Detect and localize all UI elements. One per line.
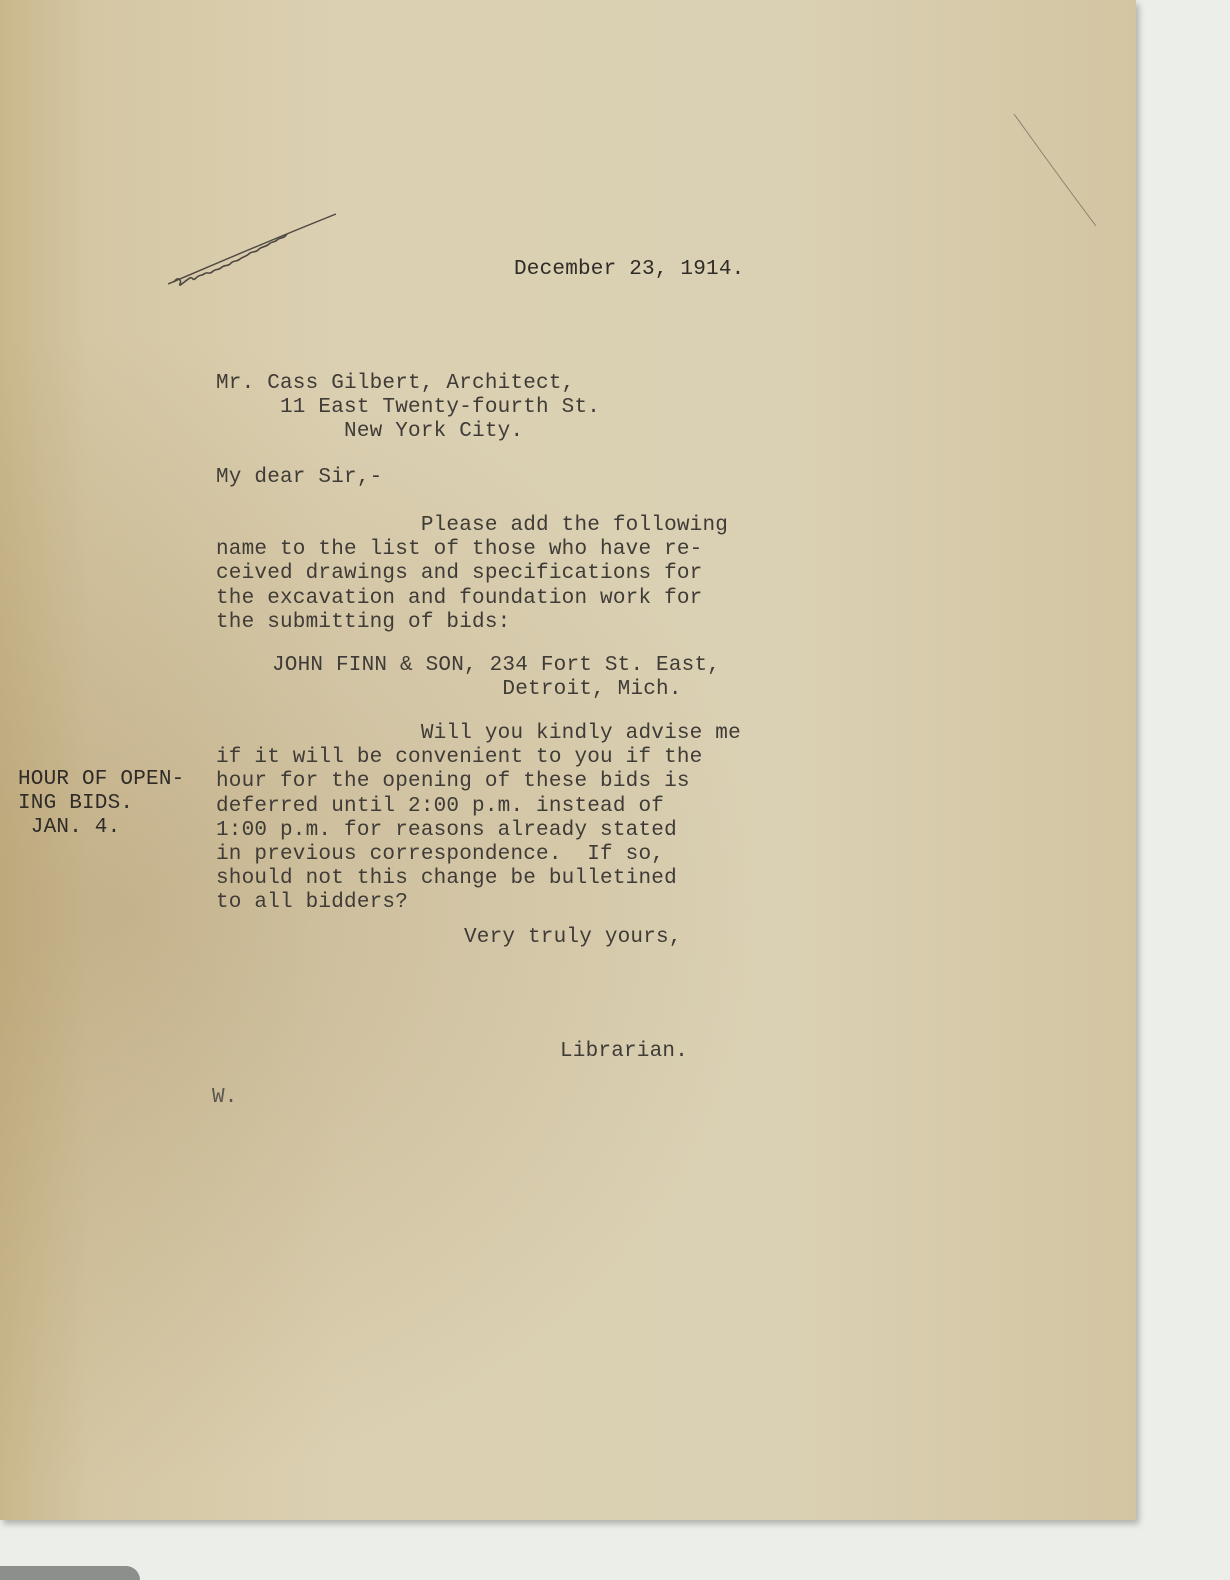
paragraph-line: the excavation and foundation work for (216, 586, 703, 610)
margin-note (18, 768, 184, 841)
signature-title: Librarian. (560, 1040, 689, 1063)
addressee-line: 11 East Twenty-fourth St. (216, 396, 601, 420)
handwritten-filing-mark (166, 206, 342, 296)
paper-crease-mark (1010, 110, 1100, 230)
paragraph-line: deferred until 2:00 p.m. instead of (216, 794, 665, 818)
letter-date: December 23, 1914. (514, 258, 745, 281)
addressee-line: Mr. Cass Gilbert, Architect, (216, 372, 575, 395)
body-paragraph-1 (216, 514, 728, 635)
paragraph-line: name to the list of those who have re- (216, 538, 703, 562)
firm-address (272, 654, 720, 702)
paragraph-line: in previous correspondence. If so, (216, 843, 665, 867)
firm-line: Detroit, Mich. (272, 678, 682, 702)
paragraph-line: should not this change be bulletined (216, 867, 677, 891)
paragraph-line: 1:00 p.m. for reasons already stated (216, 818, 677, 842)
paragraph-line: Please add the following (216, 514, 729, 537)
closing: Very truly yours, (464, 926, 682, 949)
margin-note-line: HOUR OF OPEN- (18, 768, 185, 791)
addressee-line: New York City. (216, 420, 524, 444)
typist-initials: W. (212, 1086, 238, 1109)
paragraph-line: the submitting of bids: (216, 610, 511, 634)
paragraph-line: to all bidders? (216, 891, 409, 915)
paragraph-line: ceived drawings and specifications for (216, 562, 703, 586)
firm-line: JOHN FINN & SON, 234 Fort St. East, (272, 654, 721, 677)
paragraph-line: if it will be convenient to you if the (216, 746, 703, 770)
margin-note-line: ING BIDS. (18, 792, 134, 816)
body-paragraph-2 (216, 722, 741, 916)
scanner-edge (0, 1566, 140, 1580)
paragraph-line: Will you kindly advise me (216, 722, 741, 745)
addressee-block (216, 372, 600, 445)
margin-note-line: JAN. 4. (18, 816, 121, 840)
paragraph-line: hour for the opening of these bids is (216, 770, 690, 794)
salutation: My dear Sir,- (216, 466, 383, 489)
